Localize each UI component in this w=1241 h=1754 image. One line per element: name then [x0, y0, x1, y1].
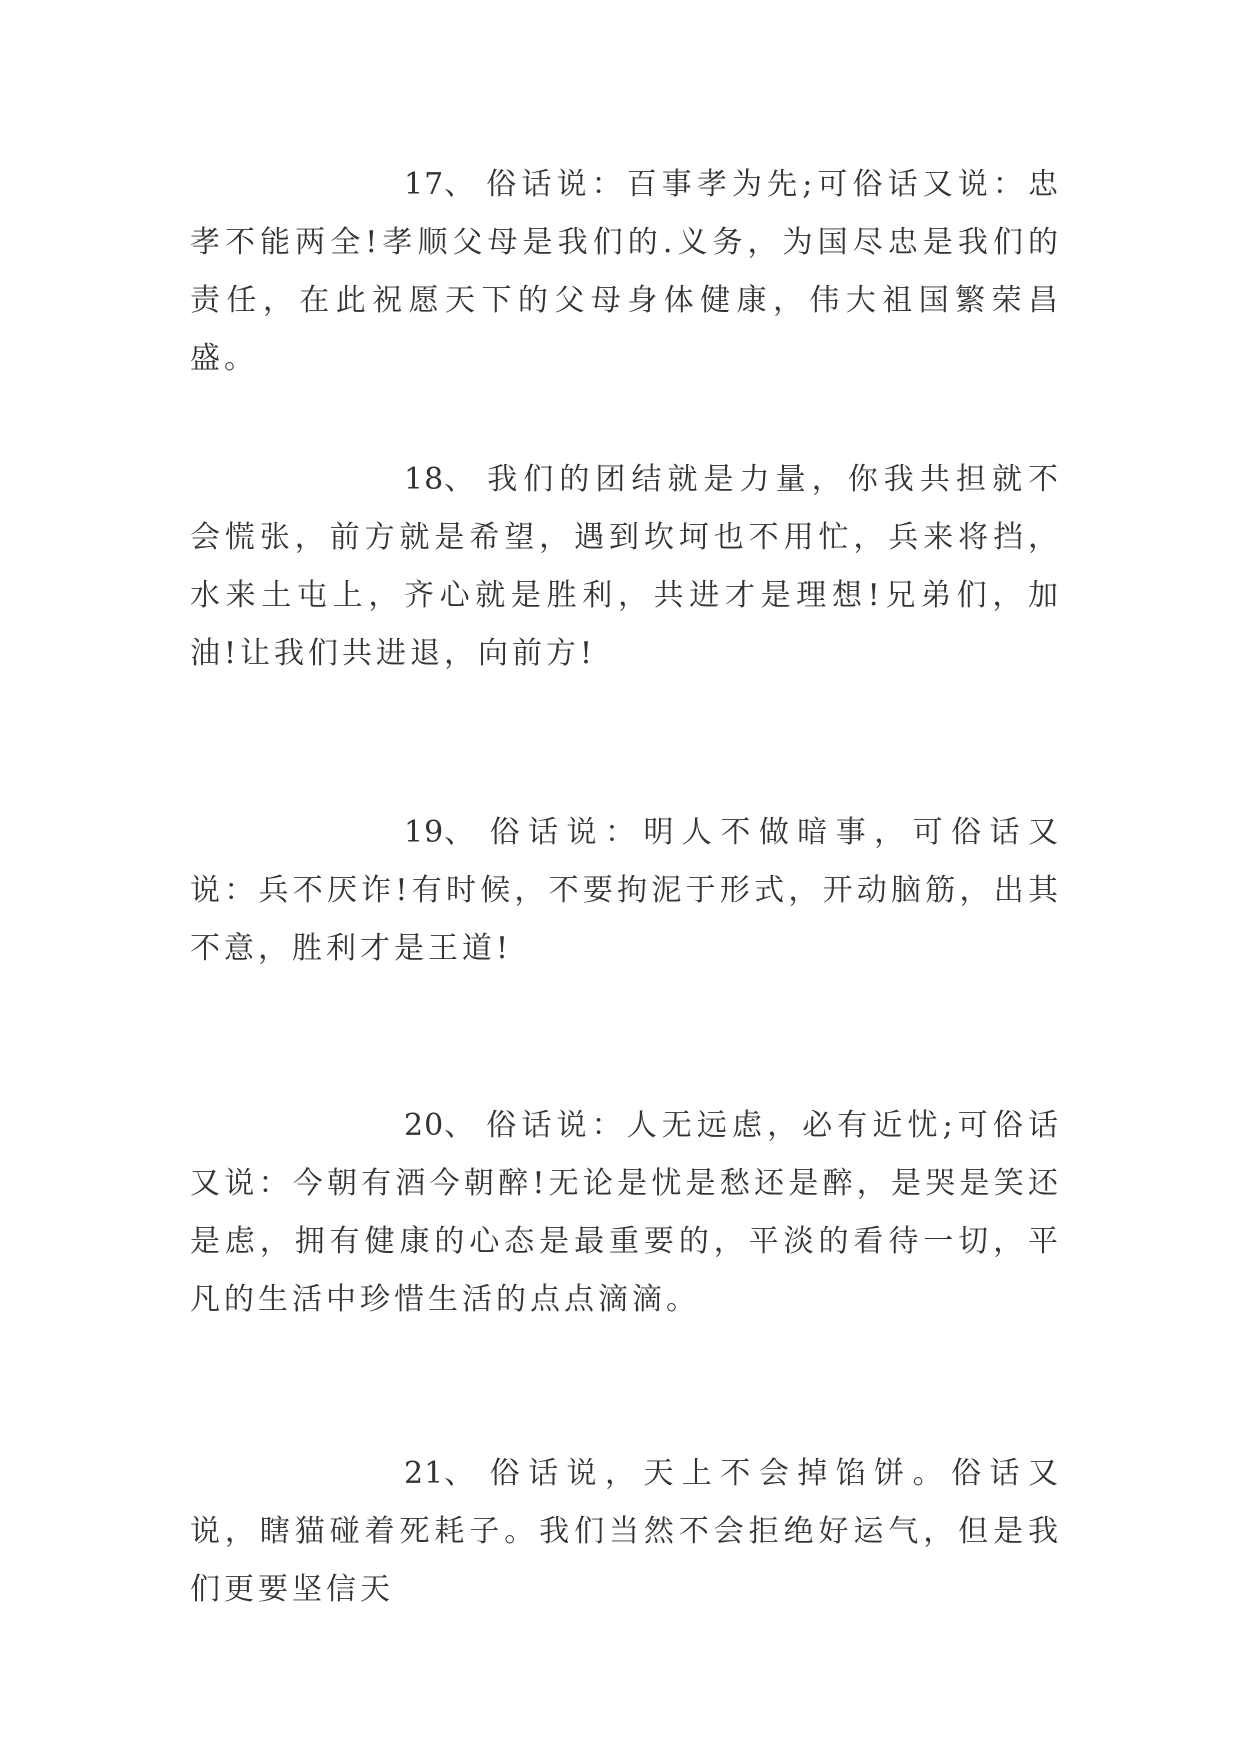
paragraph-text: 俗话说：百事孝为先;可俗话又说：忠孝不能两全!孝顺父母是我们的.义务，为国尽忠是我们的责任，在此祝愿天下的父母身体健康，伟大祖国繁荣昌盛。 [190, 167, 1062, 376]
paragraph-text: 俗话说：明人不做暗事，可俗话又说：兵不厌诈!有时候，不要拘泥于形式，开动脑筋，出其不意，胜利才是王道! [190, 815, 1062, 966]
paragraph-text: 我们的团结就是力量，你我共担就不会慌张，前方就是希望，遇到坎坷也不用忙，兵来将挡，水来土屯上，齐心就是胜利，共进才是理想!兄弟们，加油!让我们共进退，向前方! [190, 462, 1062, 671]
paragraph-17 [190, 156, 1062, 388]
paragraph-text: 俗话说，天上不会掉馅饼。俗话又说，瞎猫碰着死耗子。我们当然不会拒绝好运气，但是我们更要坚信天 [190, 1456, 1062, 1607]
paragraph-number: 18、 [404, 462, 476, 497]
paragraph-19 [190, 804, 1062, 978]
paragraph-text: 俗话说：人无远虑，必有近忧;可俗话又说：今朝有酒今朝醉!无论是忧是愁还是醉，是哭是笑还是虑，拥有健康的心态是最重要的，平淡的看待一切，平凡的生活中珍惜生活的点点滴滴。 [190, 1108, 1062, 1317]
paragraph-number: 17、 [404, 167, 476, 202]
paragraph-number: 21、 [404, 1456, 476, 1491]
paragraph-number: 20、 [404, 1108, 476, 1143]
paragraph-21 [190, 1445, 1062, 1619]
paragraph-20 [190, 1097, 1062, 1329]
paragraph-number: 19、 [404, 815, 476, 850]
paragraph-18 [190, 451, 1062, 683]
